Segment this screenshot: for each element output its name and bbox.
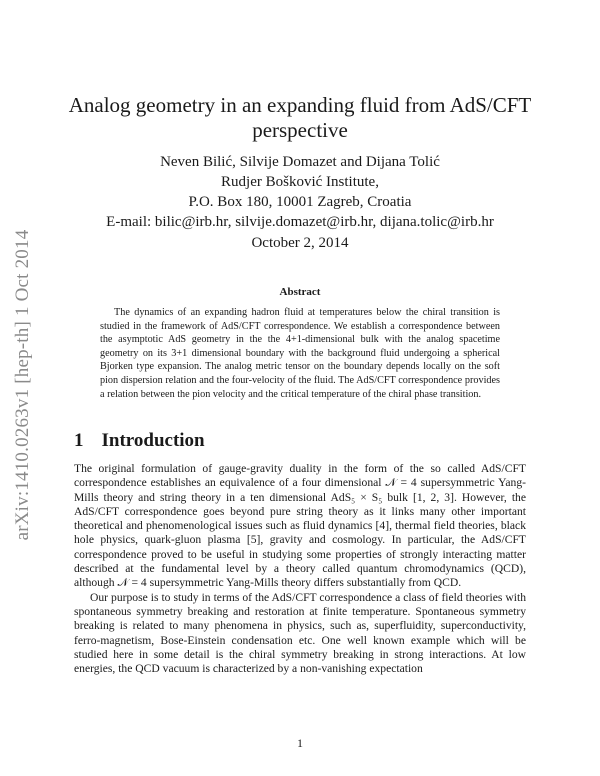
paper-date: October 2, 2014	[251, 235, 349, 251]
section-title: Introduction	[101, 430, 205, 451]
paper-title: Analog geometry in an expanding fluid from AdS/CFT perspective	[68, 93, 532, 142]
author-block	[60, 152, 540, 232]
author-institute: Rudjer Bošković Institute,	[221, 174, 379, 190]
page-number: 1	[297, 736, 303, 750]
abstract-text: The dynamics of an expanding hadron fluid at temperatures below the chiral transition is studied in the framework of AdS/CFT correspondence. We establish a correspondence between the asymptotic AdS geometry in the the 4+1-dimensional bulk with the analog spacetime geometry on its 3+1 dimensional boundary with the background fluid undergoing a spherical Bjorken type expansion. The analog metric tensor on the boundary depends locally on the soft pion dispersion relation and the four-velocity of the fluid. The AdS/CFT correspondence provides a relation between the pion velocity and the critical temperature of the chiral phase transition.	[100, 307, 500, 400]
arxiv-sidebar	[8, 200, 38, 570]
body-text	[74, 462, 526, 676]
author-names: Neven Bilić, Silvije Domazet and Dijana Tolić	[160, 154, 440, 170]
section-heading	[74, 430, 205, 452]
arxiv-identifier: arXiv:1410.0263v1 [hep-th] 1 Oct 2014	[12, 229, 33, 541]
section-number: 1	[74, 430, 84, 451]
author-address: P.O. Box 180, 10001 Zagreb, Croatia	[188, 194, 412, 210]
author-email: E-mail: bilic@irb.hr, silvije.domazet@irb.hr, dijana.tolic@irb.hr	[106, 214, 494, 230]
paragraph: Our purpose is to study in terms of the AdS/CFT correspondence a class of field theories with spontaneous symmetry breaking and restoration at finite temperature. Spontaneous symmetry breaking is related to many phenomena in physics, such as, superfluidity, superconductivity, ferro-magnetism, Bose-Einstein condensation etc. One well known example which will be studied here in some detail is the chiral symmetry breaking in strong interactions. At low energies, the QCD vacuum is characterized by a non-vanishing expectation	[74, 590, 526, 676]
paragraph: The original formulation of gauge-gravity duality in the form of the so called AdS/CFT correspondence establishes an equivalence of a four dimensional 𝒩 = 4 supersymmetric Yang-Mills theory and string theory in a ten dimensional AdS₅ × S₅ bulk [1, 2, 3]. However, the AdS/CFT correspondence goes beyond pure string theory as it links many other important theoretical and phenomenological issues such as fluid dynamics [4], thermal field theories, black hole physics, quark-gluon plasma [5], gravity and cosmology. In particular, the AdS/CFT correspondence proved to be useful in studying some properties of strongly interacting matter described at the fundamental level by a theory called quantum chromodynamics (QCD), although 𝒩 = 4 supersymmetric Yang-Mills theory differs substantially from QCD.	[74, 462, 526, 590]
abstract-heading: Abstract	[279, 286, 321, 298]
